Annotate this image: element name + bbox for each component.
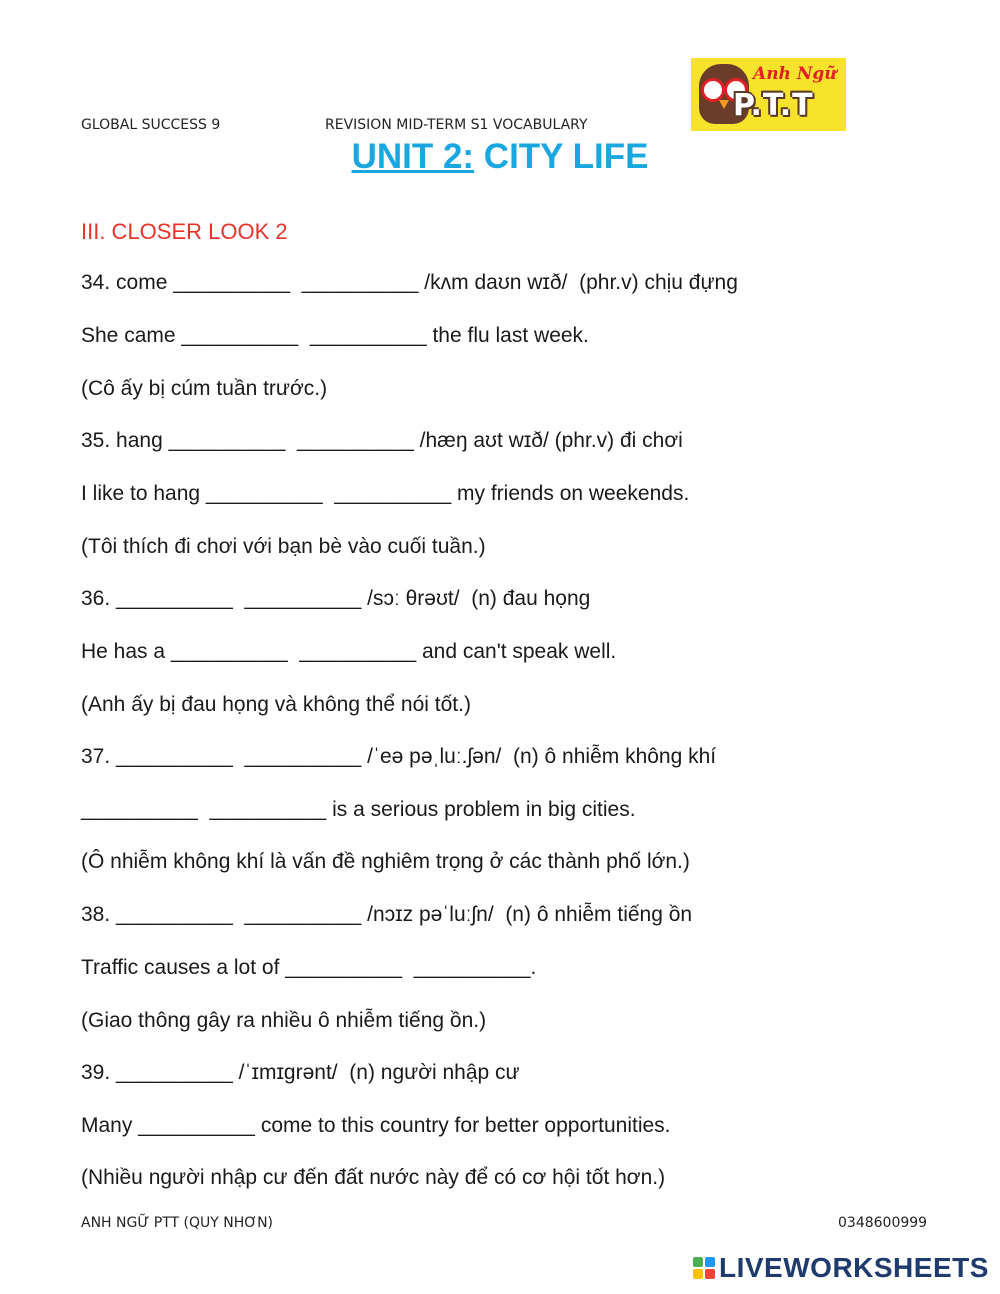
exercise-line: 35. hang __________ __________ /hæŋ aʊt wɪð/ (phr.v) đi chơi bbox=[81, 429, 683, 452]
ptt-logo bbox=[691, 58, 846, 131]
course-label: GLOBAL SUCCESS 9 bbox=[81, 117, 221, 133]
exercise-line: 34. come __________ __________ /kʌm daʊn wɪð/ (phr.v) chịu đựng bbox=[81, 271, 738, 294]
exercise-line: He has a __________ __________ and can't speak well. bbox=[81, 640, 617, 663]
unit-name: CITY LIFE bbox=[474, 137, 649, 176]
exercise-line: She came __________ __________ the flu last week. bbox=[81, 324, 589, 347]
exercise-line: (Anh ấy bị đau họng và không thể nói tốt.) bbox=[81, 693, 471, 716]
footer-phone: 0348600999 bbox=[838, 1215, 928, 1231]
exercise-line: Many __________ come to this country for better opportunities. bbox=[81, 1114, 671, 1137]
exercise-line: __________ __________ is a serious problem in big cities. bbox=[81, 798, 636, 821]
logo-main-text: P.T.T bbox=[733, 88, 814, 123]
exercise-line: 38. __________ __________ /nɔɪz pəˈluːʃn/ (n) ô nhiễm tiếng ồn bbox=[81, 903, 693, 926]
exercise-line: 39. __________ /ˈɪmɪɡrənt/ (n) người nhập cư bbox=[81, 1061, 520, 1084]
brand-name: LIVEWORKSHEETS bbox=[719, 1252, 989, 1283]
exercise-line: (Giao thông gây ra nhiều ô nhiễm tiếng ồn.) bbox=[81, 1009, 487, 1032]
topic-label: REVISION MID-TERM S1 VOCABULARY bbox=[325, 117, 588, 133]
exercise-line: (Tôi thích đi chơi với bạn bè vào cuối tuần.) bbox=[81, 535, 486, 558]
unit-number: UNIT 2: bbox=[351, 137, 475, 176]
liveworksheets-brand bbox=[693, 1252, 989, 1284]
logo-top-text: Anh Ngữ bbox=[753, 64, 837, 84]
page-title bbox=[0, 137, 1000, 177]
liveworksheets-icon bbox=[693, 1257, 715, 1279]
exercise-line: 37. __________ __________ /ˈeə pəˌluː.ʃən/ (n) ô nhiễm không khí bbox=[81, 745, 717, 768]
exercise-line: (Cô ấy bị cúm tuần trước.) bbox=[81, 377, 328, 400]
exercise-line: I like to hang __________ __________ my friends on weekends. bbox=[81, 482, 690, 505]
footer-school: ANH NGỮ PTT (QUY NHƠN) bbox=[81, 1215, 274, 1231]
section-heading: III. CLOSER LOOK 2 bbox=[81, 219, 288, 244]
exercise-line: Traffic causes a lot of __________ __________. bbox=[81, 956, 537, 979]
exercise-line: (Ô nhiễm không khí là vấn đề nghiêm trọng ở các thành phố lớn.) bbox=[81, 850, 690, 873]
exercise-line: 36. __________ __________ /sɔː θrəʊt/ (n) đau họng bbox=[81, 587, 591, 610]
exercise-line: (Nhiều người nhập cư đến đất nước này để có cơ hội tốt hơn.) bbox=[81, 1166, 666, 1189]
